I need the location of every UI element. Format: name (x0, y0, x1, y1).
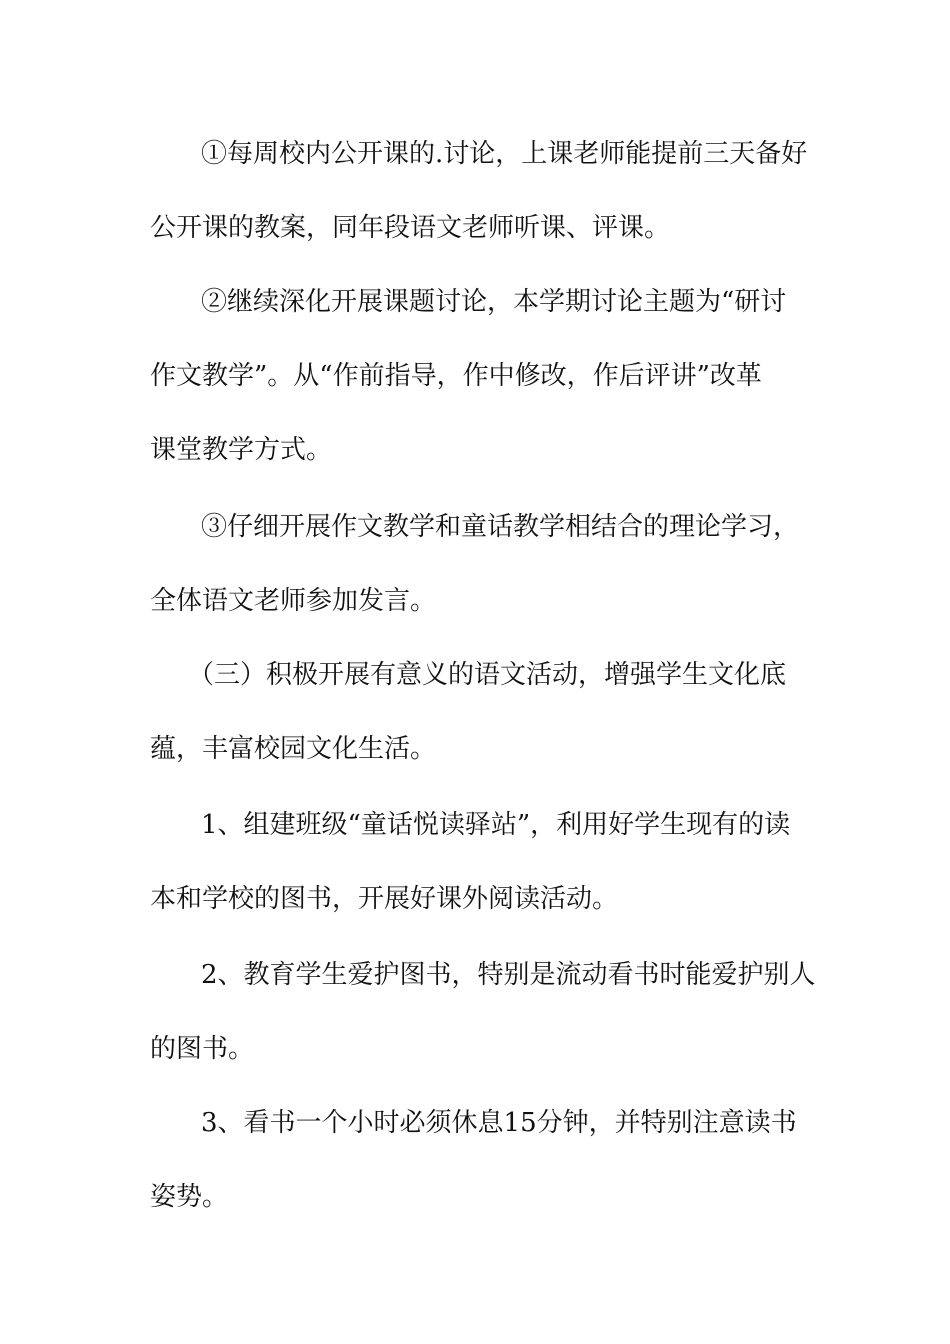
section-heading-line-1: （三）积极开展有意义的语文活动，增强学生文化底 (188, 660, 787, 690)
paragraph-1-line-1: ①每周校内公开课的.讨论，上课老师能提前三天备好 (201, 139, 808, 169)
item-2-line-1: 2、教育学生爱护图书，特别是流动看书时能爱护别人 (201, 960, 816, 990)
item-1-line-1: 1、组建班级“童话悦读驿站”，利用好学生现有的读 (201, 810, 791, 840)
paragraph-3-line-2: 全体语文老师参加发言。 (150, 586, 437, 616)
paragraph-2-line-3: 课堂教学方式。 (150, 435, 333, 465)
paragraph-3-line-1: ③仔细开展作文教学和童话教学相结合的理论学习， (201, 512, 800, 542)
paragraph-2-line-1: ②继续深化开展课题讨论，本学期讨论主题为“研讨 (201, 287, 787, 317)
item-1-line-2: 本和学校的图书，开展好课外阅读活动。 (150, 884, 619, 914)
paragraph-2-line-2: 作文教学”。从“作前指导，作中修改，作后评讲”改革 (150, 361, 762, 391)
item-3-line-1: 3、看书一个小时必须休息15分钟，并特别注意读书 (201, 1108, 797, 1138)
paragraph-1-line-2: 公开课的教案，同年段语文老师听课、评课。 (150, 213, 671, 243)
section-heading-line-2: 蕴，丰富校园文化生活。 (150, 734, 437, 764)
item-3-line-2: 姿势。 (150, 1182, 229, 1212)
item-2-line-2: 的图书。 (150, 1034, 255, 1064)
